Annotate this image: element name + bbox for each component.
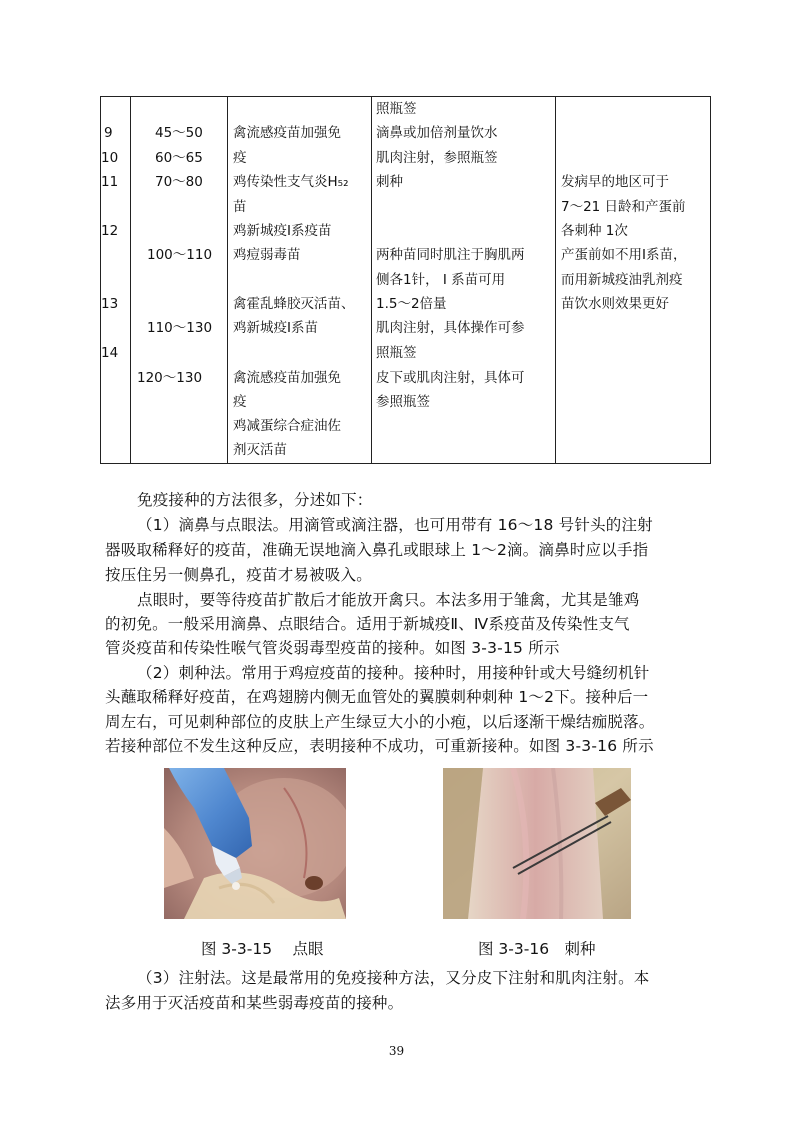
table-cell-method: 参照瓶签 — [376, 394, 430, 410]
table-cell-day: 120～130 — [137, 370, 203, 386]
table-cell-vaccine: 禽流感疫苗加强免 — [233, 125, 341, 141]
paragraph-text-line: 若接种部位不发生这种反应，表明接种不成功，可重新接种。如图 3-3-16 所示 — [105, 737, 654, 755]
table-cell-order: 14 — [101, 345, 119, 361]
table-cell-vaccine: 鸡新城疫Ⅰ系苗 — [233, 320, 318, 336]
table-cell-note: 而用新城疫油乳剂疫 — [561, 272, 683, 288]
table-cell-vaccine: 苗 — [233, 199, 247, 215]
page-number: 39 — [388, 1044, 405, 1058]
table-cell-order: 10 — [101, 150, 119, 166]
table-cell-method: 照瓶签 — [376, 345, 417, 361]
table-cell-vaccine: 鸡新城疫Ⅰ系疫苗 — [233, 223, 332, 239]
table-cell-note: 各刺种 1次 — [561, 223, 628, 239]
table-cell-method: 肌肉注射，参照瓶签 — [376, 150, 498, 166]
table-cell-method: 照瓶签 — [376, 101, 417, 117]
table-cell-order: 11 — [101, 174, 119, 190]
table-cell-vaccine: 鸡减蛋综合症油佐 — [233, 418, 341, 434]
table-col-divider — [371, 97, 372, 463]
table-cell-note: 产蛋前如不用Ⅰ系苗， — [561, 247, 687, 263]
paragraph-text-line: （2）刺种法。常用于鸡痘疫苗的接种。接种时，用接种针或大号缝纫机针 — [137, 664, 650, 682]
table-cell-vaccine: 疫 — [233, 150, 247, 166]
table-cell-method: 刺种 — [376, 174, 403, 190]
figure-caption-eye-drop: 图 3-3-15 点眼 — [201, 940, 324, 958]
table-cell-day: 110～130 — [147, 320, 213, 336]
table-cell-order: 13 — [101, 296, 119, 312]
wing-stab-illustration — [443, 768, 631, 919]
table-cell-order: 12 — [101, 223, 119, 239]
table-cell-day: 45～50 — [155, 125, 203, 141]
eye-drop-photo — [164, 768, 346, 919]
paragraph-text-line: 按压住另一侧鼻孔，疫苗才易被吸入。 — [105, 566, 372, 584]
table-cell-method: 侧各1针， Ⅰ 系苗可用 — [376, 272, 506, 288]
table-cell-method: 滴鼻或加倍剂量饮水 — [376, 125, 498, 141]
table-cell-method: 皮下或肌肉注射，具体可 — [376, 370, 525, 386]
table-cell-vaccine: 鸡传染性支气炎H₅₂ — [233, 174, 349, 190]
table-cell-order: 9 — [104, 125, 113, 141]
eye-drop-illustration — [164, 768, 346, 919]
paragraph-intro: 免疫接种的方法很多，分述如下： — [137, 491, 373, 509]
paragraph-text-line: 的初免。一般采用滴鼻、点眼结合。适用于新城疫Ⅱ、Ⅳ系疫苗及传染性支气 — [105, 615, 630, 633]
table-cell-vaccine: 禽流感疫苗加强免 — [233, 370, 341, 386]
paragraph-text-line: 器吸取稀释好的疫苗，准确无误地滴入鼻孔或眼球上 1～2滴。滴鼻时应以手指 — [105, 541, 649, 559]
table-cell-vaccine: 鸡痘弱毒苗 — [233, 247, 301, 263]
table-col-divider — [555, 97, 556, 463]
table-cell-day: 60～65 — [155, 150, 203, 166]
table-col-divider — [227, 97, 228, 463]
paragraph-text-line: 法多用于灭活疫苗和某些弱毒疫苗的接种。 — [105, 994, 404, 1012]
table-cell-method: 两种苗同时肌注于胸肌两 — [376, 247, 525, 263]
paragraph-text-line: 管炎疫苗和传染性喉气管炎弱毒型疫苗的接种。如图 3-3-15 所示 — [105, 639, 560, 657]
paragraph-text-line: （1）滴鼻与点眼法。用滴管或滴注器，也可用带有 16～18 号针头的注射 — [137, 516, 653, 534]
table-cell-vaccine: 禽霍乱蜂胶灭活苗、 — [233, 296, 355, 312]
paragraph-text-line: 头蘸取稀释好疫苗，在鸡翅膀内侧无血管处的翼膜刺种刺种 1～2下。接种后一 — [105, 688, 649, 706]
paragraph-text-line: 周左右，可见刺种部位的皮肤上产生绿豆大小的小疱，以后逐渐干燥结痂脱落。 — [105, 713, 655, 731]
table-cell-note: 7～21 日龄和产蛋前 — [561, 199, 686, 215]
figure-caption-stab: 图 3-3-16 刺种 — [478, 940, 596, 958]
table-cell-day: 100～110 — [147, 247, 213, 263]
paragraph-text-line: 点眼时，要等待疫苗扩散后才能放开禽只。本法多用于雏禽，尤其是雏鸡 — [137, 591, 640, 609]
table-cell-method: 1.5～2倍量 — [376, 296, 447, 312]
table-cell-note: 发病早的地区可于 — [561, 174, 669, 190]
table-cell-note: 苗饮水则效果更好 — [561, 296, 669, 312]
table-cell-vaccine: 疫 — [233, 394, 247, 410]
paragraph-text-line: （3）注射法。这是最常用的免疫接种方法，又分皮下注射和肌肉注射。本 — [137, 969, 650, 987]
table-col-divider — [130, 97, 131, 463]
wing-stab-photo — [443, 768, 631, 919]
table-cell-method: 肌肉注射，具体操作可参 — [376, 320, 525, 336]
table-cell-day: 70～80 — [155, 174, 203, 190]
table-cell-vaccine: 剂灭活苗 — [233, 442, 287, 458]
